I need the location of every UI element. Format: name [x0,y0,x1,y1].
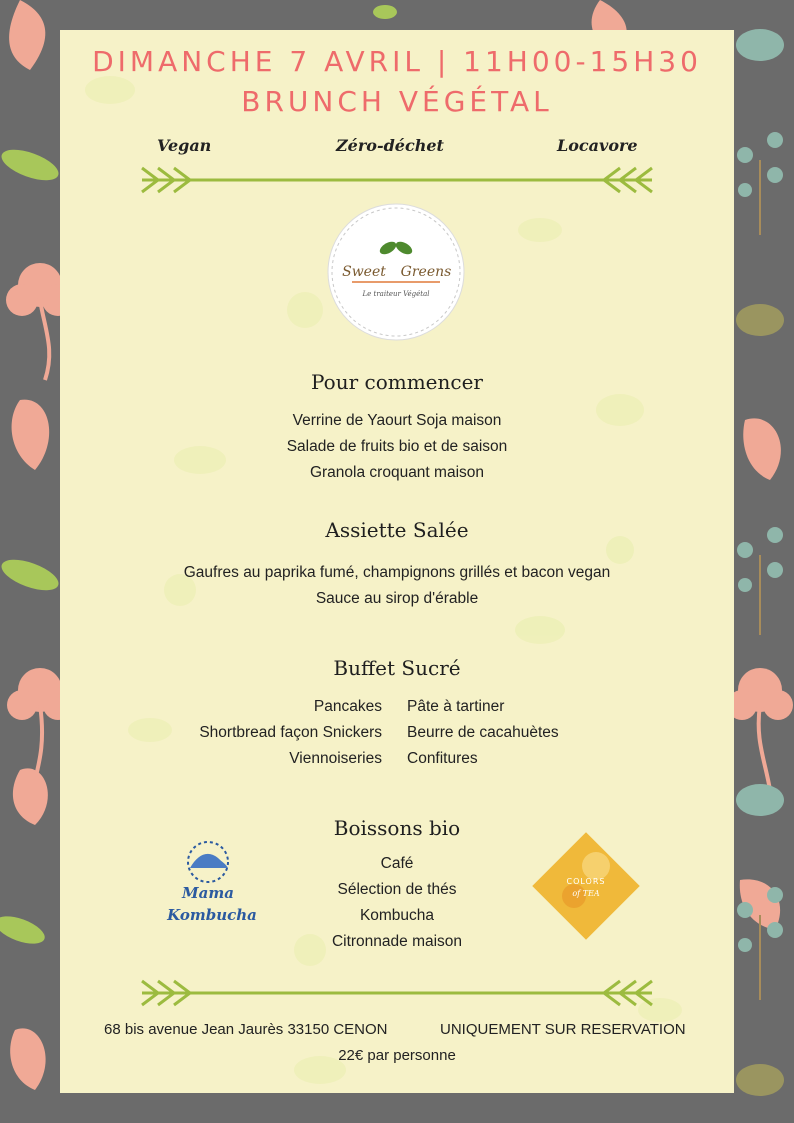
tea-logo-line2: of TEA [572,889,600,898]
arrow-divider-top [140,165,654,195]
list-item: Granola croquant maison [309,464,485,481]
price: 22€ par personne [338,1047,456,1064]
kombucha-logo-line2: Kombucha [167,906,257,924]
tea-logo-line1: COLORS [566,877,606,886]
list-item: Confitures [407,750,478,767]
logo-subtitle: Le traiteur Végétal [362,290,430,298]
tag-zero-waste: Zéro-déchet [336,136,444,155]
wave-icon [190,854,228,868]
reservation-note: UNIQUEMENT SUR RESERVATION [440,1021,686,1038]
list-item: Shortbread façon Snickers [199,724,382,741]
tag-vegan: Vegan [157,136,212,155]
section-title-starters: Pour commencer [311,370,483,394]
event-title: BRUNCH VÉGÉTAL [241,85,553,118]
list-item: Citronnade maison [331,933,463,950]
menu-card [60,30,734,1093]
event-date-time: DIMANCHE 7 AVRIL | 11H00-15H30 [92,45,702,78]
list-item: Viennoiseries [289,750,382,767]
mama-kombucha-logo [156,836,272,932]
list-item: Pancakes [313,698,382,715]
list-item: Gaufres au paprika fumé, champignons grillés et bacon vegan [183,564,611,581]
kombucha-logo-line1: Mama [182,884,234,902]
list-item: Sélection de thés [337,881,457,898]
logo-name-left: Sweet [342,264,386,280]
list-item: Kombucha [359,907,435,924]
event-address: 68 bis avenue Jean Jaurès 33150 CENON [104,1021,388,1038]
tag-locavore: Locavore [557,136,638,155]
list-item: Beurre de cacahuètes [407,724,559,741]
colors-of-tea-logo [526,826,646,946]
logo-name-right: Greens [400,264,452,280]
list-item: Sauce au sirop d'érable [315,590,479,607]
teal-blossom-icon [737,132,783,952]
section-title-sweet: Buffet Sucré [333,656,461,680]
list-item: Salade de fruits bio et de saison [286,438,508,455]
list-item: Café [380,855,414,872]
section-title-drinks: Boissons bio [333,816,461,840]
sweet-greens-logo [322,198,470,346]
section-title-savory: Assiette Salée [325,518,469,542]
list-item: Pâte à tartiner [407,698,505,715]
arrow-divider-bottom [140,978,654,1008]
list-item: Verrine de Yaourt Soja maison [292,412,502,429]
